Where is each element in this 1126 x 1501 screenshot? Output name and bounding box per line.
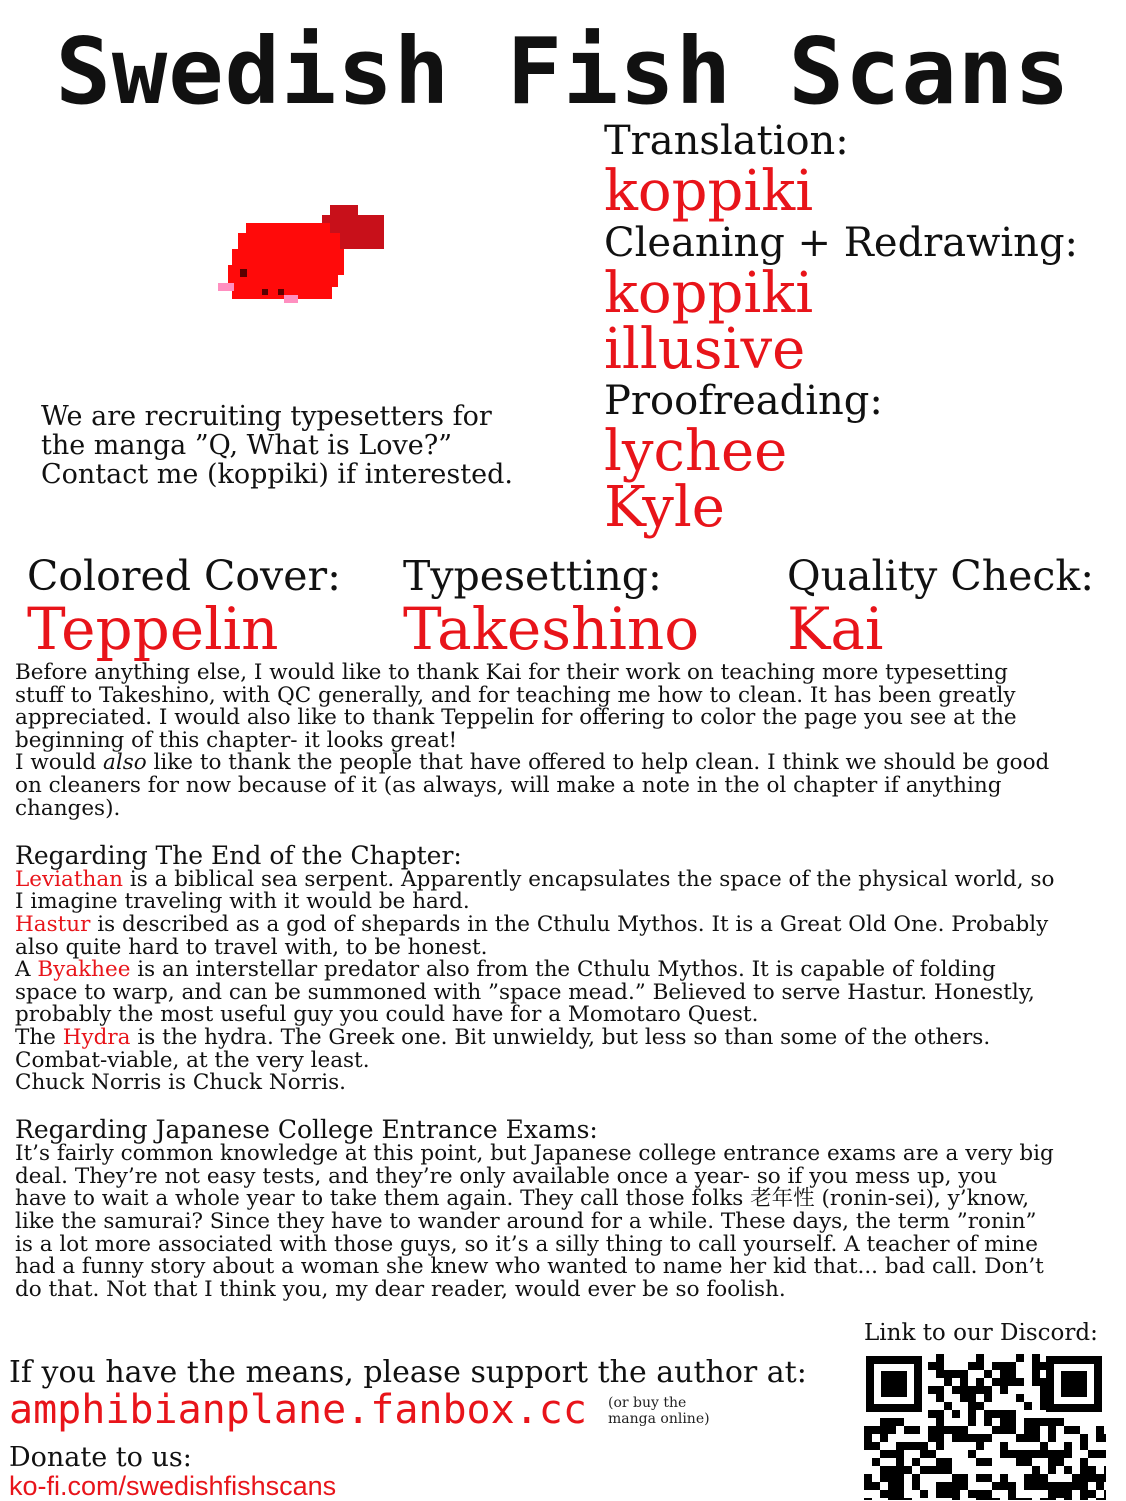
note-line: Hastur is described as a god of shepards in the Cthulu Mythos. It is a Great Old One. Probably — [15, 911, 1049, 937]
emphasis-also: also — [103, 750, 147, 776]
qc-credit — [787, 552, 1095, 663]
typesetting-label: Typesetting: — [403, 552, 662, 600]
note-line: is a lot more associated with those guys, so it’s a silly thing to call yourself. A teacher of mine — [15, 1231, 1039, 1257]
recruit-line: Contact me (koppiki) if interested. — [41, 459, 513, 490]
term-hydra: Hydra — [62, 1024, 131, 1050]
proofreader-name: lychee — [604, 419, 788, 484]
donate-label: Donate to us: — [9, 1442, 192, 1473]
cleaner-name: koppiki — [604, 261, 814, 326]
proofreading-label: Proofreading: — [604, 378, 883, 424]
note-line: I would also like to thank the people that have offered to help clean. I think we should be good — [15, 750, 1050, 776]
note-line: It’s fairly common knowledge at this point, but Japanese college entrance exams are a very big — [15, 1141, 1054, 1167]
cover-name: Teppelin — [27, 595, 279, 663]
end-of-chapter-heading: Regarding The End of the Chapter: — [15, 840, 462, 870]
note-line: The Hydra is the hydra. The Greek one. Bit unwieldy, but less so than some of the others. — [15, 1024, 991, 1050]
note-line: like the samurai? Since they have to wander around for a while. These days, the term ”ronin” — [15, 1209, 1037, 1235]
cleaning-label: Cleaning + Redrawing: — [604, 220, 1079, 266]
discord-label: Link to our Discord: — [864, 1320, 1098, 1346]
note-line: deal. They’re not easy tests, and they’re only available once a year- so if you mess up, you — [15, 1163, 998, 1189]
note-line: Chuck Norris is Chuck Norris. — [15, 1070, 346, 1096]
translation-label: Translation: — [604, 118, 849, 164]
note-line: Leviathan is a biblical sea serpent. Apparently encapsulates the space of the physical world, so — [15, 866, 1055, 892]
credits-panel — [604, 118, 1114, 540]
discord-qr-code[interactable] — [864, 1354, 1106, 1500]
typesetting-name: Takeshino — [403, 595, 700, 663]
note-line: space to warp, and can be summoned with ”space mead.” Believed to serve Hastur. Honestly, — [15, 979, 1035, 1005]
cleaner-name: illusive — [604, 317, 806, 382]
qc-name: Kai — [787, 595, 884, 663]
note-line: I imagine traveling with it would be hard. — [15, 889, 470, 915]
recruit-line: the manga ”Q, What is Love?” — [41, 430, 453, 461]
note-line: have to wait a whole year to take them again. They call those folks 老年性 (ronin-sei), y’know, — [15, 1186, 1030, 1212]
note-line: Combat-viable, at the very least. — [15, 1047, 370, 1073]
note-line: also quite hard to travel with, to be honest. — [15, 934, 488, 960]
note-line: probably the most useful guy you could have for a Momotaro Quest. — [15, 1002, 759, 1028]
page-title: Swedish Fish Scans — [55, 18, 1071, 125]
qc-label: Quality Check: — [787, 552, 1095, 600]
pixel-fish-logo — [218, 205, 388, 310]
recruit-line: We are recruiting typesetters for — [41, 401, 492, 432]
recruiting-notice — [41, 402, 581, 489]
note-line: stuff to Takeshino, with QC generally, and for teaching me how to clean. It has been greatly — [15, 682, 1016, 708]
term-byakhee: Byakhee — [37, 957, 131, 983]
note-line: A Byakhee is an interstellar predator also from the Cthulu Mythos. It is capable of folding — [15, 957, 996, 983]
note-line: appreciated. I would also like to thank Teppelin for offering to color the page you see at the — [15, 705, 1017, 731]
note-line: changes). — [15, 795, 121, 821]
cover-credit — [27, 552, 341, 663]
translator-notes — [15, 662, 1115, 1301]
translator-name: koppiki — [604, 159, 814, 224]
typesetting-credit — [403, 552, 700, 663]
support-text: If you have the means, please support the author at: — [9, 1355, 807, 1390]
exams-heading: Regarding Japanese College Entrance Exams: — [15, 1115, 598, 1145]
note-line: on cleaners for now because of it (as always, will make a note in the ol chapter if anything — [15, 772, 1002, 798]
kofi-link[interactable]: ko-fi.com/swedishfishscans — [9, 1471, 337, 1501]
buy-manga-note: (or buy the manga online) — [608, 1395, 710, 1427]
fanbox-link[interactable]: amphibianplane.fanbox.cc — [9, 1387, 587, 1433]
note-line: do that. Not that I think you, my dear reader, would ever be so foolish. — [15, 1276, 786, 1302]
term-hastur: Hastur — [15, 911, 91, 937]
note-line: Before anything else, I would like to thank Kai for their work on teaching more typesetting — [15, 660, 1008, 685]
term-leviathan: Leviathan — [15, 866, 123, 892]
note-line: beginning of this chapter- it looks great! — [15, 727, 458, 753]
cover-label: Colored Cover: — [27, 552, 341, 600]
note-line: had a funny story about a woman she knew who wanted to name her kid that... bad call. Don’t — [15, 1254, 1044, 1280]
proofreader-name: Kyle — [604, 475, 725, 540]
